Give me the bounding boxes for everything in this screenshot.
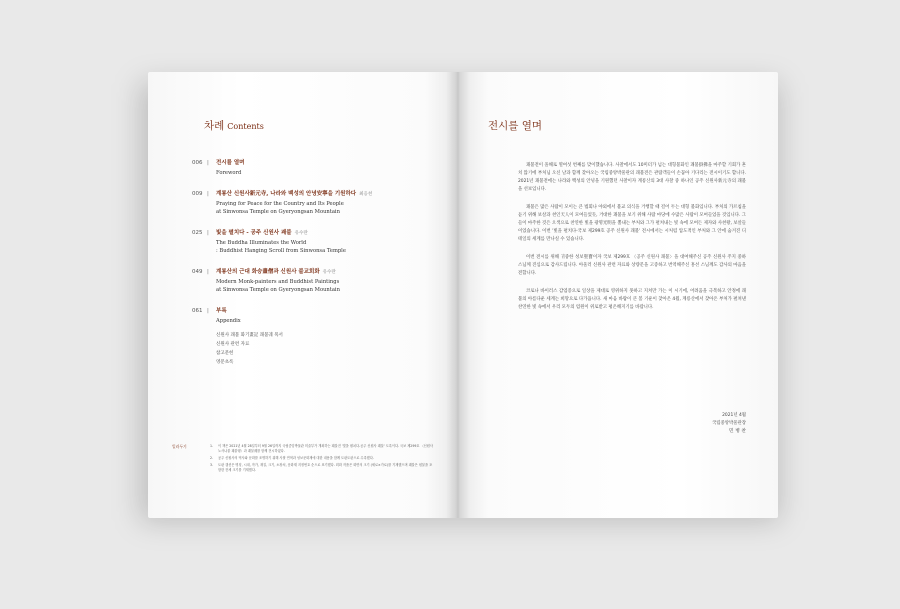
toc-sub-item[interactable]: 영문초록 (216, 360, 234, 365)
toc-title-ko-text: 빛을 펼치다 - 공주 신원사 괘불 (216, 230, 292, 236)
note-number: 2. (210, 456, 214, 460)
toc-sub-item[interactable]: 신원사 괘불 화기畫記 괘불궤 묵서 (216, 333, 283, 338)
notes-label: 일러두기 (172, 444, 187, 449)
contents-title-en: Contents (227, 122, 264, 131)
toc-page-number: 025 (192, 230, 203, 236)
toc-entry-essay-2[interactable] (192, 230, 442, 255)
foreword-paragraph: 괘불전이 올해로 열여섯 번째를 맞이했습니다. 사찰에서도 10미터가 넘는 대형불화인 괘불掛佛을 마주할 기회가 흔치 않기에 부처님 오신 날과 함께 찾아오는 국립중앙박물관의 괘불전은 관람객들이 손꼽아 기다리는 전시이기도 합니다. 2021년 괘불전에는 나라와 백성의 안녕을 기원했던 사찰이자 계룡산의 3대 사찰 중 하나인 공주 신원사新元寺의 괘불을 선보입니다. (518, 163, 746, 192)
toc-sub-item[interactable]: 신원사 관련 자료 (216, 342, 250, 347)
toc-separator: | (207, 191, 209, 197)
note-text: 공주 신원사의 역사와 문화를 조명하기 위해 사찰 연혁과 성보문화재에 대한 내용을 함께 도판도판으로 수록했다. (218, 456, 374, 460)
toc-title-en-line-2: at Sinwonsa Temple on Gyeryongsan Mountain (216, 287, 340, 293)
toc-title-en: Appendix (216, 318, 241, 324)
toc-page-number: 009 (192, 191, 203, 197)
editorial-notes (172, 444, 434, 475)
note-item (210, 463, 434, 473)
toc-title-en-line-2: at Sinwonsa Temple on Gyeryongsan Mountain (216, 209, 340, 215)
contents-title (204, 118, 264, 133)
toc-separator: | (207, 269, 209, 275)
toc-author: 유수란 (322, 270, 336, 275)
toc-title-ko (216, 269, 442, 276)
right-page (456, 72, 778, 518)
toc-title-en-line-1: Praying for Peace for the Country and Its People (216, 201, 344, 207)
note-number: 1. (210, 444, 214, 448)
note-number: 3. (210, 463, 214, 467)
foreword-paragraph: 코로나 바이러스 감염증으로 일상을 제대로 영위하지 못하고 지쳐만 가는 이 시기에, 어려움을 극복하고 안정에 괘불의 아름다운 세계는 희망으로 다가옵니다. 새 마음 바람이 큰 봄 기운이 찾아온 4월, 계룡산에서 찾아온 부처가 펼쳐낸 찬연한 빛 속에서 우리 모두의 염원이 위로받고 평온해지기를 바랍니다. (518, 289, 746, 310)
toc-entry-essay-3[interactable] (192, 269, 442, 294)
toc-title-ko (216, 191, 442, 198)
toc-title-ko (216, 230, 442, 237)
toc-entry-appendix[interactable] (192, 308, 442, 366)
toc-entry-foreword[interactable] (192, 160, 442, 177)
toc-title-ko-text: 계룡산의 근대 화승畫僧과 신원사 불교회화 (216, 269, 320, 275)
toc-page-number: 006 (192, 160, 203, 166)
signature-date: 2021년 4월 (722, 413, 746, 418)
toc-title-en-line-1: The Buddha Illuminates the World (216, 240, 307, 246)
note-item (210, 456, 434, 461)
note-text: 이 책은 2021년 4월 28일부터 9월 26일까지 국립중앙박물관 미술부가 개최하는 괘불전 '빛을 펼치다-공주 신원사 괘불' 도록이다. 국보 제299호 〈신원사 노사나불 괘불탱〉과 괘불궤를 함께 전시하였다. (218, 444, 433, 453)
book-gutter (446, 72, 470, 518)
left-page (148, 72, 456, 518)
toc-title-en (216, 239, 442, 255)
toc-title-ko: 전시를 열며 (216, 160, 245, 166)
toc-entry-essay-1[interactable] (192, 191, 442, 216)
foreword-paragraph: 이번 전시를 위해 귀중한 성보聖寶이자 국보 제299호 〈공주 신원사 괘불〉을 대여해주신 공주 신원사 주지 중하 스님께 진심으로 감사드립니다. 아울러 신원사 관련 자료와 상량문을 고증하고 번역해주신 홍선 스님께도 감사의 마음을 전합니다. (518, 255, 746, 276)
contents-title-ko: 차례 (204, 120, 225, 132)
table-of-contents (192, 160, 442, 380)
toc-page-number: 061 (192, 308, 203, 314)
toc-author: 유수란 (294, 231, 308, 236)
toc-separator: | (207, 160, 209, 166)
foreword-paragraph: 괘불은 많은 사람이 모이는 큰 법회나 야외에서 불교 의식을 거행할 때 걸어 두는 대형 불화입니다. 부처의 가르침을 듣기 위해 보살과 천인天人이 모여들었듯, 거대한 괘불을 보기 위해 사람 마당에 수많은 사람이 모여들었을 것입니다. 그들이 마주한 것은 오색으로 찬연한 빛을 광명光明을 뿜내는 부처와 그가 펼쳐내는 빛 속에 모여든 제자와 사천왕, 보살들이었습니다. 이번 '빛을 펼치다-국보 제299호 공주 신원사 괘불' 전시에서는 시처럼 압도적인 부처와 그 안에 숨겨진 디테일의 세계를 만나실 수 있습니다. (518, 205, 746, 242)
toc-title-en: Foreword (216, 170, 242, 176)
foreword-body (518, 162, 746, 322)
toc-title-en-line-2: : Buddhist Hanging Scroll from Sinwonsa Temple (216, 248, 346, 254)
toc-page-number: 049 (192, 269, 203, 275)
signature-name: 민 병 찬 (729, 429, 746, 434)
toc-separator: | (207, 230, 209, 236)
note-item (210, 444, 434, 454)
toc-title-en (216, 200, 442, 216)
toc-title-ko-text: 계룡산 신원사新元寺, 나라와 백성의 안녕安寧을 기원하다 (216, 191, 357, 197)
note-text: 도판 캡션은 명칭, 시대, 작가, 재질, 크기, 소장처, 문화재 지정번호 순으로 표기했다. 회화 작품은 화면의 크기 (세로×가로)를 기재했으며 괘불은 원불을 포함한 전체 크기를 기재했다. (218, 463, 433, 472)
signature-org: 국립중앙박물관장 (712, 421, 746, 426)
toc-separator: | (207, 308, 209, 314)
signature-block (712, 412, 746, 436)
toc-sub-item[interactable]: 참고문헌 (216, 351, 234, 356)
toc-author: 최응천 (359, 192, 373, 197)
toc-title-ko: 부록 (216, 308, 227, 314)
toc-title-en (216, 278, 442, 294)
toc-title-en-line-1: Modern Monk-painters and Buddhist Paintings (216, 279, 340, 285)
foreword-title: 전시를 열며 (488, 120, 543, 132)
